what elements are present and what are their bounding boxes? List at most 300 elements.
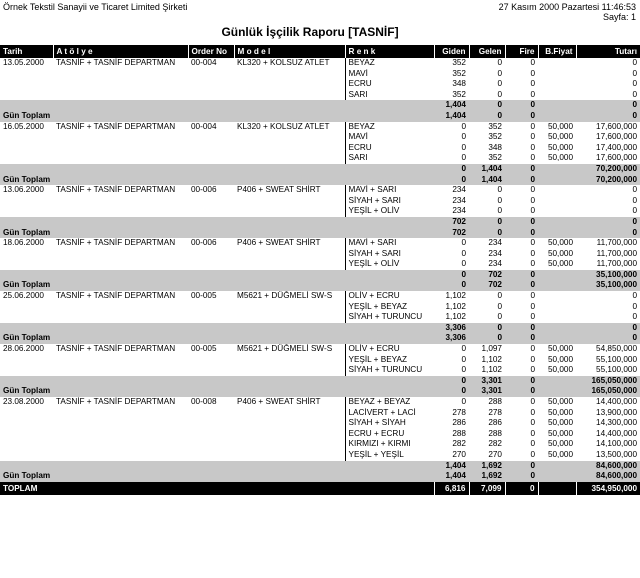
gelen-cell: 0	[497, 301, 502, 311]
giden-cell: 286	[452, 418, 466, 428]
column-header[interactable]: Gelen	[469, 45, 505, 58]
empty-cell	[0, 153, 53, 164]
empty-cell	[0, 418, 53, 429]
table-row	[0, 291, 640, 302]
gelen-cell: 270	[488, 449, 502, 459]
total-fire-cell: 0	[505, 175, 538, 186]
renk-cell: SİYAH + SARI	[345, 249, 434, 260]
total-giden-cell: 0	[434, 280, 469, 291]
fire-cell: 0	[530, 354, 535, 364]
fire-cell: 0	[530, 301, 535, 311]
day-total-label: Gün Toplam	[0, 111, 434, 122]
empty-cell	[53, 429, 188, 440]
fiyat-cell: 50,000	[547, 418, 573, 428]
giden-cell: 0	[461, 344, 466, 354]
gelen-cell: 234	[488, 248, 502, 258]
total-fiyat-cell	[538, 386, 576, 397]
table-row	[0, 249, 640, 260]
model-cell: M5621 + DÜĞMELİ SW-S	[237, 344, 333, 354]
subtotal-label-cell	[0, 323, 434, 334]
tutar-cell: 17,600,000	[596, 132, 637, 142]
fire-cell: 0	[530, 344, 535, 354]
gelen-cell: 286	[488, 418, 502, 428]
total-fiyat-cell	[538, 111, 576, 122]
order-no-cell: 00-006	[191, 238, 217, 248]
total-gelen-cell: 1,692	[469, 471, 505, 482]
fiyat-cell: 50,000	[547, 344, 573, 354]
table-row	[0, 122, 640, 133]
empty-cell	[234, 418, 345, 429]
empty-cell	[234, 206, 345, 217]
empty-cell	[188, 206, 234, 217]
model-cell: M5621 + DÜĞMELİ SW-S	[237, 291, 333, 301]
tutar-cell: 14,400,000	[596, 428, 637, 438]
sub-gelen-cell: 0	[469, 217, 505, 228]
total-fiyat-cell	[538, 175, 576, 186]
column-header[interactable]: Giden	[434, 45, 469, 58]
fire-cell: 0	[530, 185, 535, 195]
empty-cell	[53, 206, 188, 217]
subtotal-row	[0, 217, 640, 228]
column-header[interactable]: M o d e l	[234, 45, 345, 58]
tutar-cell: 17,600,000	[596, 121, 637, 131]
fire-cell: 0	[530, 248, 535, 258]
fire-cell: 0	[530, 58, 535, 67]
giden-cell: 234	[452, 206, 466, 216]
table-row	[0, 344, 640, 355]
gelen-cell: 288	[488, 397, 502, 406]
subtotal-label-cell	[0, 164, 434, 175]
empty-cell	[0, 249, 53, 260]
day-total-label: Gün Toplam	[0, 386, 434, 397]
fiyat-cell: 50,000	[547, 397, 573, 406]
atolye-cell: TASNİF + TASNİF DEPARTMAN	[56, 185, 176, 195]
day-total-row	[0, 333, 640, 344]
empty-cell	[234, 143, 345, 154]
grand-total-tutar-cell: 354,950,000	[576, 482, 640, 495]
fire-cell: 0	[530, 238, 535, 248]
giden-cell: 234	[452, 185, 466, 195]
tutar-cell: 0	[632, 301, 637, 311]
sub-fire-cell: 0	[505, 461, 538, 472]
sub-tutar-cell: 165,050,000	[576, 376, 640, 387]
report-title: Günlük İşçilik Raporu [TASNİF]	[221, 25, 399, 39]
empty-cell	[0, 439, 53, 450]
giden-cell: 234	[452, 195, 466, 205]
empty-cell	[53, 259, 188, 270]
gelen-cell: 1,102	[481, 354, 502, 364]
empty-cell	[0, 450, 53, 461]
giden-cell: 278	[452, 407, 466, 417]
order-no-cell: 00-006	[191, 185, 217, 195]
total-gelen-cell: 3,301	[469, 386, 505, 397]
empty-cell	[188, 429, 234, 440]
empty-cell	[0, 90, 53, 101]
fiyat-cell	[538, 79, 576, 90]
total-tutar-cell: 84,600,000	[576, 471, 640, 482]
total-gelen-cell: 0	[469, 333, 505, 344]
total-tutar-cell: 35,100,000	[576, 280, 640, 291]
empty-cell	[53, 249, 188, 260]
date-cell: 25.06.2000	[3, 291, 44, 301]
giden-cell: 0	[461, 259, 466, 269]
grand-total-gelen-cell: 7,099	[469, 482, 505, 495]
empty-cell	[234, 450, 345, 461]
tutar-cell: 13,900,000	[596, 407, 637, 417]
sub-gelen-cell: 1,404	[469, 164, 505, 175]
table-row	[0, 397, 640, 408]
tutar-cell: 14,400,000	[596, 397, 637, 406]
total-giden-cell: 3,306	[434, 333, 469, 344]
fiyat-cell	[538, 196, 576, 207]
empty-cell	[53, 365, 188, 376]
gelen-cell: 0	[497, 58, 502, 67]
tutar-cell: 0	[632, 195, 637, 205]
giden-cell: 352	[452, 68, 466, 78]
tutar-cell: 54,850,000	[596, 344, 637, 354]
giden-cell: 0	[461, 153, 466, 163]
giden-cell: 0	[461, 121, 466, 131]
day-total-label: Gün Toplam	[0, 471, 434, 482]
tutar-cell: 0	[632, 291, 637, 301]
table-row	[0, 206, 640, 217]
day-total-label: Gün Toplam	[0, 228, 434, 239]
tutar-cell: 55,100,000	[596, 365, 637, 375]
fire-cell: 0	[530, 206, 535, 216]
gelen-cell: 278	[488, 407, 502, 417]
fiyat-cell: 50,000	[547, 354, 573, 364]
table-row	[0, 312, 640, 323]
gelen-cell: 352	[488, 153, 502, 163]
sub-giden-cell: 1,404	[434, 100, 469, 111]
gelen-cell: 0	[497, 195, 502, 205]
empty-cell	[234, 312, 345, 323]
empty-cell	[234, 79, 345, 90]
fiyat-cell: 50,000	[547, 142, 573, 152]
empty-cell	[53, 408, 188, 419]
date-cell: 23.08.2000	[3, 397, 44, 406]
tutar-cell: 0	[632, 89, 637, 99]
gelen-cell: 0	[497, 89, 502, 99]
fiyat-cell: 50,000	[547, 248, 573, 258]
empty-cell	[0, 196, 53, 207]
fiyat-cell: 50,000	[547, 449, 573, 459]
giden-cell: 1,102	[445, 312, 466, 322]
grand-total-giden-cell: 6,816	[434, 482, 469, 495]
subtotal-label-cell	[0, 217, 434, 228]
fiyat-cell: 50,000	[547, 132, 573, 142]
sub-fire-cell: 0	[505, 164, 538, 175]
total-fiyat-cell	[538, 333, 576, 344]
order-no-cell: 00-004	[191, 58, 217, 67]
fire-cell: 0	[530, 397, 535, 406]
day-total-row	[0, 471, 640, 482]
giden-cell: 288	[452, 428, 466, 438]
atolye-cell: TASNİF + TASNİF DEPARTMAN	[56, 238, 176, 248]
tutar-cell: 14,100,000	[596, 439, 637, 449]
model-cell: P406 + SWEAT SHİRT	[237, 238, 321, 248]
empty-cell	[0, 259, 53, 270]
empty-cell	[53, 90, 188, 101]
empty-cell	[234, 365, 345, 376]
sub-gelen-cell: 0	[469, 323, 505, 334]
sub-giden-cell: 0	[434, 270, 469, 281]
empty-cell	[53, 153, 188, 164]
sub-fiyat-cell	[538, 323, 576, 334]
column-header[interactable]: A t ö l y e	[53, 45, 188, 58]
sub-gelen-cell: 1,692	[469, 461, 505, 472]
gelen-cell: 1,102	[481, 365, 502, 375]
total-fire-cell: 0	[505, 111, 538, 122]
empty-cell	[53, 143, 188, 154]
empty-cell	[53, 450, 188, 461]
fiyat-cell	[538, 291, 576, 302]
day-total-row	[0, 175, 640, 186]
total-giden-cell: 0	[434, 175, 469, 186]
report-date-time: 27 Kasım 2000 Pazartesi 11:46:53	[498, 2, 636, 12]
empty-cell	[188, 418, 234, 429]
fire-cell: 0	[530, 132, 535, 142]
grand-total-fire-cell: 0	[505, 482, 538, 495]
empty-cell	[0, 365, 53, 376]
day-total-row	[0, 111, 640, 122]
sub-tutar-cell: 70,200,000	[576, 164, 640, 175]
total-gelen-cell: 0	[469, 228, 505, 239]
subtotal-label-cell	[0, 270, 434, 281]
model-cell: KL320 + KOLSUZ ATLET	[237, 58, 330, 67]
fire-cell: 0	[530, 439, 535, 449]
renk-cell: MAVİ + SARI	[345, 185, 434, 196]
fire-cell: 0	[530, 79, 535, 89]
table-row	[0, 408, 640, 419]
sub-tutar-cell: 84,600,000	[576, 461, 640, 472]
sub-fiyat-cell	[538, 164, 576, 175]
empty-cell	[188, 302, 234, 313]
sub-fiyat-cell	[538, 217, 576, 228]
renk-cell: SARI	[345, 153, 434, 164]
column-header-row	[0, 45, 640, 58]
table-row	[0, 439, 640, 450]
table-row	[0, 69, 640, 80]
table-row	[0, 79, 640, 90]
empty-cell	[188, 259, 234, 270]
subtotal-row	[0, 100, 640, 111]
giden-cell: 282	[452, 439, 466, 449]
empty-cell	[234, 132, 345, 143]
renk-cell: BEYAZ	[345, 122, 434, 133]
gelen-cell: 0	[497, 312, 502, 322]
column-header[interactable]: Fire	[505, 45, 538, 58]
subtotal-row	[0, 461, 640, 472]
renk-cell: LACİVERT + LACİ	[345, 408, 434, 419]
sub-fire-cell: 0	[505, 100, 538, 111]
empty-cell	[188, 355, 234, 366]
fire-cell: 0	[530, 142, 535, 152]
day-total-label: Gün Toplam	[0, 333, 434, 344]
model-cell: P406 + SWEAT SHİRT	[237, 185, 321, 195]
gelen-cell: 0	[497, 68, 502, 78]
fiyat-cell: 50,000	[547, 121, 573, 131]
tutar-cell: 11,700,000	[596, 248, 637, 258]
total-fiyat-cell	[538, 471, 576, 482]
fiyat-cell: 50,000	[547, 428, 573, 438]
column-header[interactable]: Tutarı	[576, 45, 640, 58]
empty-cell	[188, 450, 234, 461]
fire-cell: 0	[530, 407, 535, 417]
empty-cell	[0, 69, 53, 80]
gelen-cell: 234	[488, 238, 502, 248]
fire-cell: 0	[530, 428, 535, 438]
fiyat-cell	[538, 90, 576, 101]
page-label: Sayfa:	[602, 12, 629, 22]
table-row	[0, 302, 640, 313]
fire-cell: 0	[530, 121, 535, 131]
table-row	[0, 143, 640, 154]
date-cell: 28.06.2000	[3, 344, 44, 354]
fiyat-cell	[538, 302, 576, 313]
total-tutar-cell: 0	[576, 111, 640, 122]
subtotal-label-cell	[0, 461, 434, 472]
giden-cell: 352	[452, 89, 466, 99]
empty-cell	[0, 79, 53, 90]
page-indicator	[603, 12, 636, 22]
table-row	[0, 365, 640, 376]
fiyat-cell: 50,000	[547, 153, 573, 163]
day-total-label: Gün Toplam	[0, 175, 434, 186]
empty-cell	[0, 355, 53, 366]
renk-cell: BEYAZ + BEYAZ	[345, 397, 434, 408]
sub-gelen-cell: 702	[469, 270, 505, 281]
giden-cell: 0	[461, 132, 466, 142]
sub-tutar-cell: 0	[576, 100, 640, 111]
table-row	[0, 185, 640, 196]
grand-total-fiyat-cell	[538, 482, 576, 495]
tutar-cell: 0	[632, 185, 637, 195]
fire-cell: 0	[530, 68, 535, 78]
empty-cell	[234, 355, 345, 366]
empty-cell	[234, 408, 345, 419]
fiyat-cell	[538, 312, 576, 323]
giden-cell: 270	[452, 449, 466, 459]
subtotal-row	[0, 323, 640, 334]
empty-cell	[53, 312, 188, 323]
column-header[interactable]: R e n k	[345, 45, 434, 58]
renk-cell: MAVİ + SARI	[345, 238, 434, 249]
empty-cell	[53, 79, 188, 90]
empty-cell	[53, 132, 188, 143]
tutar-cell: 14,300,000	[596, 418, 637, 428]
tutar-cell: 0	[632, 68, 637, 78]
empty-cell	[188, 439, 234, 450]
model-cell: P406 + SWEAT SHİRT	[237, 397, 321, 406]
total-giden-cell: 1,404	[434, 111, 469, 122]
fire-cell: 0	[530, 195, 535, 205]
total-giden-cell: 702	[434, 228, 469, 239]
total-fire-cell: 0	[505, 333, 538, 344]
tutar-cell: 11,700,000	[596, 238, 637, 248]
column-header[interactable]: Tarih	[0, 45, 53, 58]
giden-cell: 0	[461, 248, 466, 258]
fire-cell: 0	[530, 449, 535, 459]
empty-cell	[188, 143, 234, 154]
subtotal-label-cell	[0, 100, 434, 111]
order-no-cell: 00-005	[191, 291, 217, 301]
empty-cell	[53, 69, 188, 80]
atolye-cell: TASNİF + TASNİF DEPARTMAN	[56, 344, 176, 354]
fiyat-cell	[538, 69, 576, 80]
column-header[interactable]: Order No	[188, 45, 234, 58]
subtotal-label-cell	[0, 376, 434, 387]
renk-cell: MAVİ	[345, 69, 434, 80]
gelen-cell: 352	[488, 121, 502, 131]
empty-cell	[188, 249, 234, 260]
renk-cell: OLİV + ECRU	[345, 344, 434, 355]
subtotal-row	[0, 164, 640, 175]
empty-cell	[0, 302, 53, 313]
renk-cell: YEŞİL + BEYAZ	[345, 302, 434, 313]
renk-cell: ECRU	[345, 79, 434, 90]
sub-tutar-cell: 0	[576, 217, 640, 228]
giden-cell: 352	[452, 58, 466, 67]
tutar-cell: 55,100,000	[596, 354, 637, 364]
giden-cell: 0	[461, 238, 466, 248]
empty-cell	[53, 439, 188, 450]
giden-cell: 0	[461, 365, 466, 375]
date-cell: 18.06.2000	[3, 238, 44, 248]
empty-cell	[234, 69, 345, 80]
sub-fire-cell: 0	[505, 270, 538, 281]
renk-cell: YEŞİL + YEŞİL	[345, 450, 434, 461]
renk-cell: ECRU + ECRU	[345, 429, 434, 440]
fiyat-cell: 50,000	[547, 365, 573, 375]
renk-cell: BEYAZ	[345, 58, 434, 69]
report-table	[0, 45, 640, 495]
column-header[interactable]: B.Fiyat	[538, 45, 576, 58]
day-total-row	[0, 280, 640, 291]
fire-cell: 0	[530, 89, 535, 99]
tutar-cell: 0	[632, 312, 637, 322]
empty-cell	[188, 90, 234, 101]
sub-fiyat-cell	[538, 270, 576, 281]
company-name: Örnek Tekstil Sanayii ve Ticaret Limited Şirketi	[3, 2, 188, 12]
sub-tutar-cell: 0	[576, 323, 640, 334]
renk-cell: SARI	[345, 90, 434, 101]
table-row	[0, 153, 640, 164]
empty-cell	[188, 365, 234, 376]
fire-cell: 0	[530, 291, 535, 301]
fiyat-cell: 50,000	[547, 439, 573, 449]
fiyat-cell: 50,000	[547, 259, 573, 269]
sub-fire-cell: 0	[505, 323, 538, 334]
sub-gelen-cell: 3,301	[469, 376, 505, 387]
empty-cell	[234, 429, 345, 440]
subtotal-row	[0, 376, 640, 387]
tutar-cell: 0	[632, 206, 637, 216]
sub-giden-cell: 0	[434, 376, 469, 387]
fire-cell: 0	[530, 365, 535, 375]
total-fiyat-cell	[538, 228, 576, 239]
table-row	[0, 238, 640, 249]
fiyat-cell	[538, 206, 576, 217]
empty-cell	[0, 206, 53, 217]
empty-cell	[188, 69, 234, 80]
gelen-cell: 348	[488, 142, 502, 152]
order-no-cell: 00-005	[191, 344, 217, 354]
total-fire-cell: 0	[505, 228, 538, 239]
giden-cell: 1,102	[445, 291, 466, 301]
total-tutar-cell: 0	[576, 228, 640, 239]
giden-cell: 0	[461, 397, 466, 406]
